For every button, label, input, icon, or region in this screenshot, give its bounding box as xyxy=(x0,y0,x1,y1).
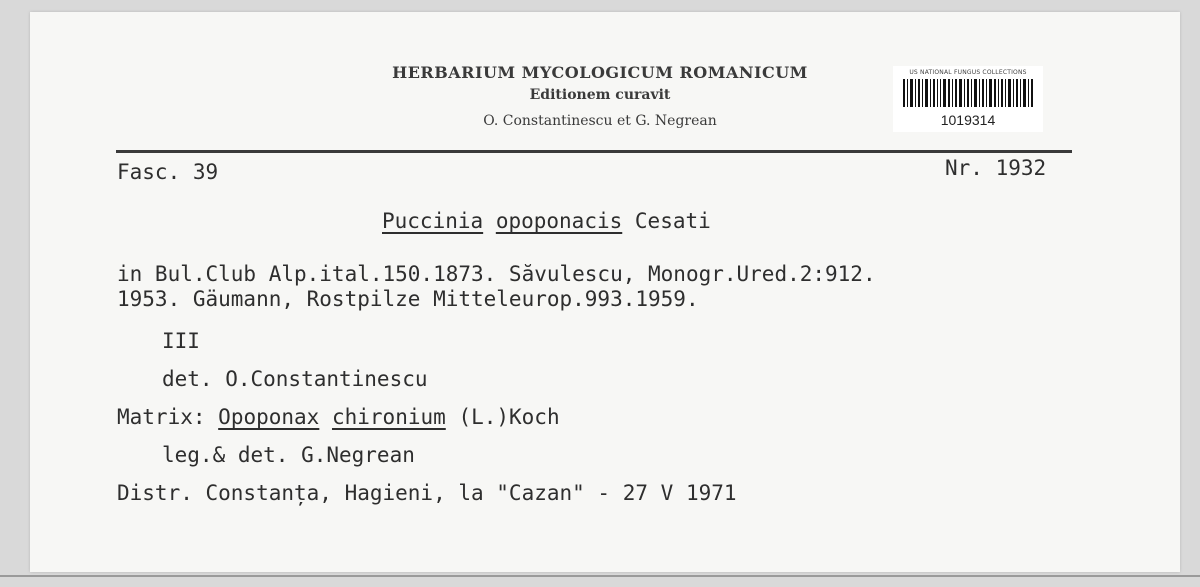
spore-stage: III xyxy=(162,329,200,353)
citation-line-2: 1953. Gäumann, Rostpilze Mitteleurop.993.1959. xyxy=(117,287,699,311)
collector: leg.& det. G.Negrean xyxy=(162,443,415,467)
host-author: (L.)Koch xyxy=(458,405,560,429)
species-name xyxy=(382,209,711,233)
host-matrix xyxy=(117,405,560,429)
host-epithet: chironium xyxy=(331,405,446,429)
barcode-caption: US NATIONAL FUNGUS COLLECTIONS xyxy=(909,69,1027,76)
species-epithet: opoponacis xyxy=(495,209,623,233)
barcode-number: 1019314 xyxy=(940,112,996,128)
host-genus: Opoponax xyxy=(218,405,320,429)
matrix-prefix: Matrix: xyxy=(117,405,206,429)
fascicle-number: Fasc. 39 xyxy=(117,160,219,184)
species-genus: Puccinia xyxy=(382,209,484,233)
locality: Distr. Constanța, Hagieni, la "Cazan" - 27 V 1971 xyxy=(117,481,737,505)
species-author: Cesati xyxy=(634,209,711,233)
frame-edge xyxy=(0,575,1200,577)
specimen-number: Nr. 1932 xyxy=(945,156,1047,180)
determiner: det. O.Constantinescu xyxy=(162,367,428,391)
herbarium-title: HERBARIUM MYCOLOGICUM ROMANICUM xyxy=(392,63,808,82)
barcode-label xyxy=(893,66,1043,132)
header-divider xyxy=(116,150,1072,153)
editor-subtitle: Editionem curavit xyxy=(529,87,671,103)
citation-line-1: in Bul.Club Alp.ital.150.1873. Săvulescu, Monogr.Ured.2:912. xyxy=(117,262,876,286)
barcode-icon xyxy=(903,79,1033,107)
label-header xyxy=(350,62,850,136)
editors-names: O. Constantinescu et G. Negrean xyxy=(483,113,717,129)
